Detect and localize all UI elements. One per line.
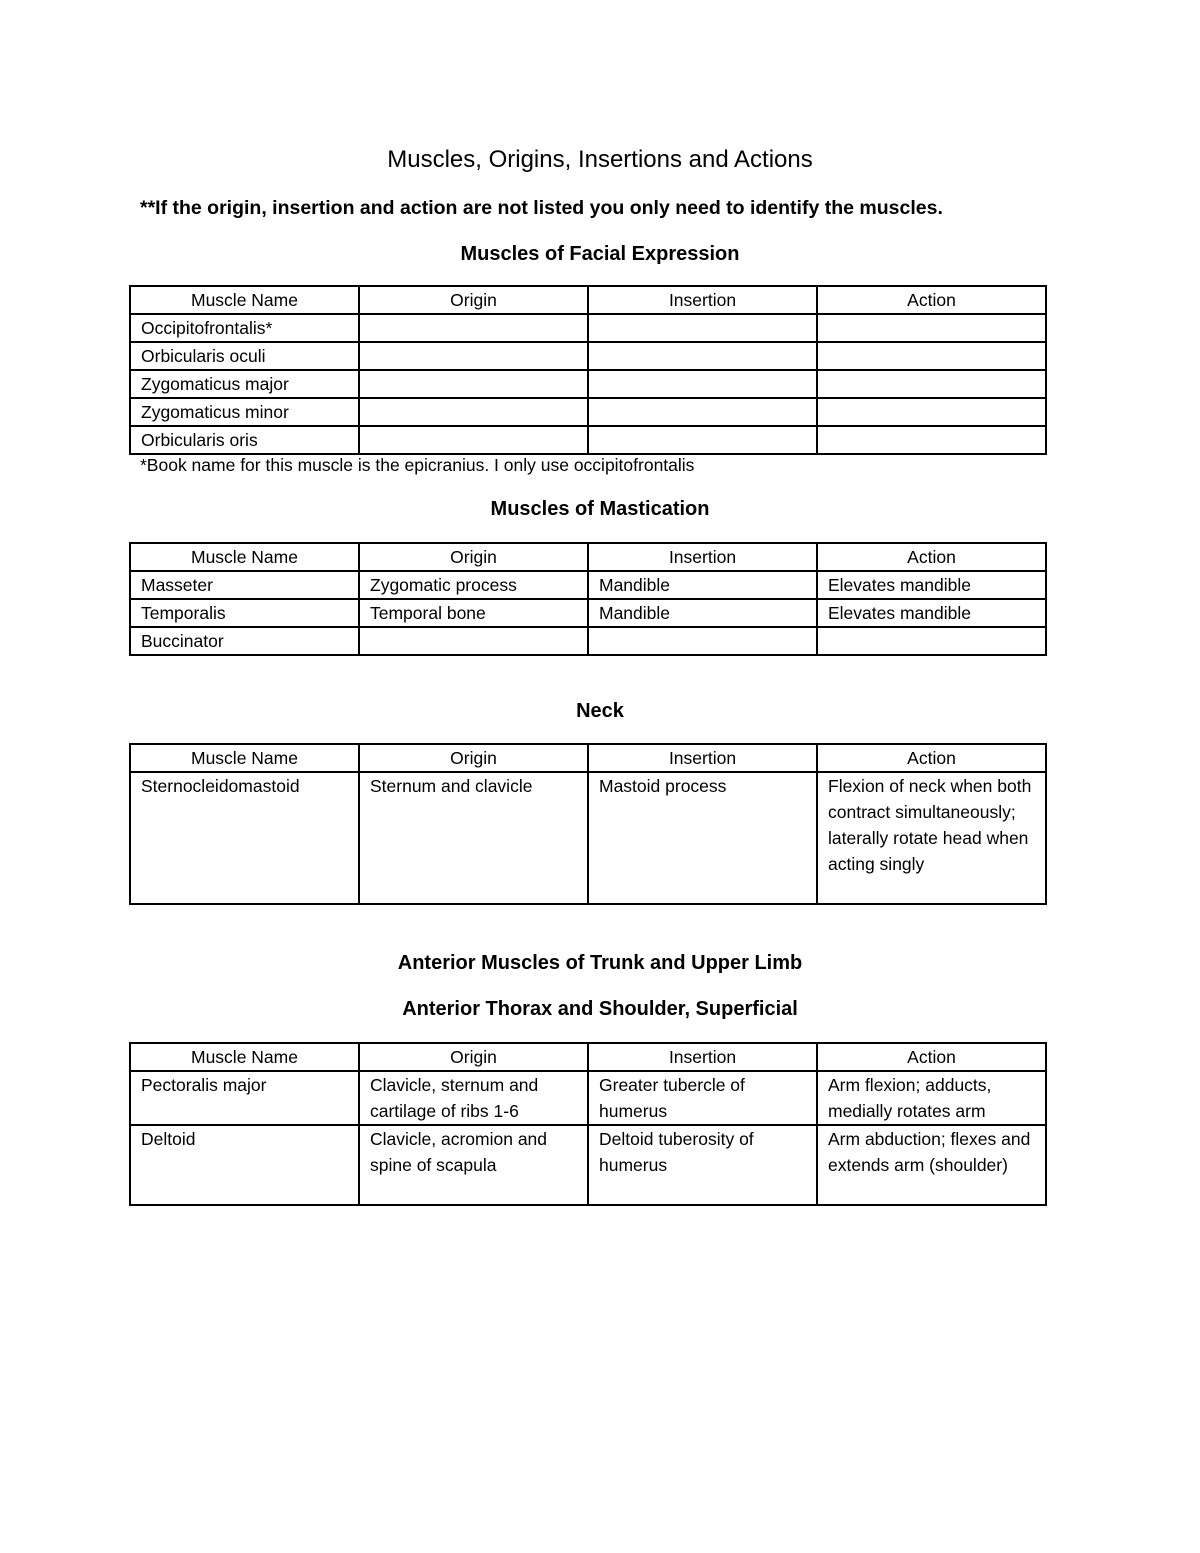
cell-insertion[interactable] (588, 342, 817, 370)
cell-muscle-name: Occipitofrontalis* (130, 314, 359, 342)
cell-action[interactable] (817, 627, 1046, 655)
cell-action: Elevates mandible (817, 599, 1046, 627)
cell-action[interactable] (817, 426, 1046, 454)
instructions-note: **If the origin, insertion and action are not listed you only need to identify the muscles. (140, 197, 943, 219)
header-origin: Origin (359, 744, 588, 772)
cell-insertion[interactable] (588, 314, 817, 342)
header-action: Action (817, 1043, 1046, 1071)
cell-insertion: Mandible (588, 599, 817, 627)
page-title: Muscles, Origins, Insertions and Actions (387, 146, 813, 173)
table-row (130, 426, 1046, 454)
cell-origin: Clavicle, sternum and cartilage of ribs 1-6 (359, 1071, 588, 1125)
table-row (130, 1071, 1046, 1125)
section-title-trunk: Anterior Muscles of Trunk and Upper Limb (397, 952, 803, 974)
table-row (130, 398, 1046, 426)
cell-origin[interactable] (359, 627, 588, 655)
cell-action: Arm flexion; adducts, medially rotates arm (817, 1071, 1046, 1125)
cell-insertion[interactable] (588, 627, 817, 655)
cell-origin[interactable] (359, 426, 588, 454)
cell-muscle-name: Temporalis (130, 599, 359, 627)
cell-muscle-name: Zygomaticus major (130, 370, 359, 398)
table-header-row (130, 744, 1046, 772)
cell-insertion[interactable] (588, 398, 817, 426)
cell-origin: Sternum and clavicle (359, 772, 588, 904)
facial-table (129, 285, 1047, 455)
header-insertion: Insertion (588, 1043, 817, 1071)
cell-muscle-name: Orbicularis oris (130, 426, 359, 454)
table-row (130, 370, 1046, 398)
header-insertion: Insertion (588, 543, 817, 571)
table-header-row (130, 286, 1046, 314)
neck-table (129, 743, 1047, 905)
header-insertion: Insertion (588, 286, 817, 314)
header-origin: Origin (359, 1043, 588, 1071)
header-muscle-name: Muscle Name (130, 744, 359, 772)
cell-insertion: Mandible (588, 571, 817, 599)
cell-action: Arm abduction; flexes and extends arm (shoulder) (817, 1125, 1046, 1205)
table-header-row (130, 1043, 1046, 1071)
table-header-row (130, 543, 1046, 571)
cell-muscle-name: Deltoid (130, 1125, 359, 1205)
section-title-neck: Neck (576, 700, 624, 722)
cell-origin[interactable] (359, 370, 588, 398)
section-subtitle-thorax: Anterior Thorax and Shoulder, Superficial (402, 998, 798, 1020)
cell-action[interactable] (817, 370, 1046, 398)
header-origin: Origin (359, 543, 588, 571)
cell-origin: Temporal bone (359, 599, 588, 627)
table-row (130, 342, 1046, 370)
cell-origin[interactable] (359, 398, 588, 426)
header-action: Action (817, 744, 1046, 772)
header-origin: Origin (359, 286, 588, 314)
table-row (130, 599, 1046, 627)
section-title-facial: Muscles of Facial Expression (460, 243, 740, 265)
cell-origin[interactable] (359, 342, 588, 370)
cell-origin[interactable] (359, 314, 588, 342)
table-row (130, 571, 1046, 599)
mastication-table (129, 542, 1047, 656)
header-action: Action (817, 543, 1046, 571)
cell-muscle-name: Orbicularis oculi (130, 342, 359, 370)
footnote: *Book name for this muscle is the epicranius. I only use occipitofrontalis (140, 455, 695, 475)
header-insertion: Insertion (588, 744, 817, 772)
cell-insertion: Greater tubercle of humerus (588, 1071, 817, 1125)
table-row (130, 314, 1046, 342)
cell-insertion: Deltoid tuberosity of humerus (588, 1125, 817, 1205)
cell-muscle-name: Pectoralis major (130, 1071, 359, 1125)
table-row (130, 1125, 1046, 1205)
table-row (130, 627, 1046, 655)
header-muscle-name: Muscle Name (130, 286, 359, 314)
cell-insertion[interactable] (588, 426, 817, 454)
cell-action: Flexion of neck when both contract simultaneously; laterally rotate head when acting singly (817, 772, 1046, 904)
cell-muscle-name: Sternocleidomastoid (130, 772, 359, 904)
cell-insertion[interactable] (588, 370, 817, 398)
cell-insertion: Mastoid process (588, 772, 817, 904)
cell-action: Elevates mandible (817, 571, 1046, 599)
cell-origin: Clavicle, acromion and spine of scapula (359, 1125, 588, 1205)
trunk-table (129, 1042, 1047, 1206)
cell-muscle-name: Zygomaticus minor (130, 398, 359, 426)
section-title-mastication: Muscles of Mastication (490, 498, 710, 520)
cell-muscle-name: Masseter (130, 571, 359, 599)
cell-action[interactable] (817, 314, 1046, 342)
header-muscle-name: Muscle Name (130, 1043, 359, 1071)
cell-action[interactable] (817, 342, 1046, 370)
cell-action[interactable] (817, 398, 1046, 426)
header-muscle-name: Muscle Name (130, 543, 359, 571)
header-action: Action (817, 286, 1046, 314)
cell-origin: Zygomatic process (359, 571, 588, 599)
table-row (130, 772, 1046, 904)
cell-muscle-name: Buccinator (130, 627, 359, 655)
